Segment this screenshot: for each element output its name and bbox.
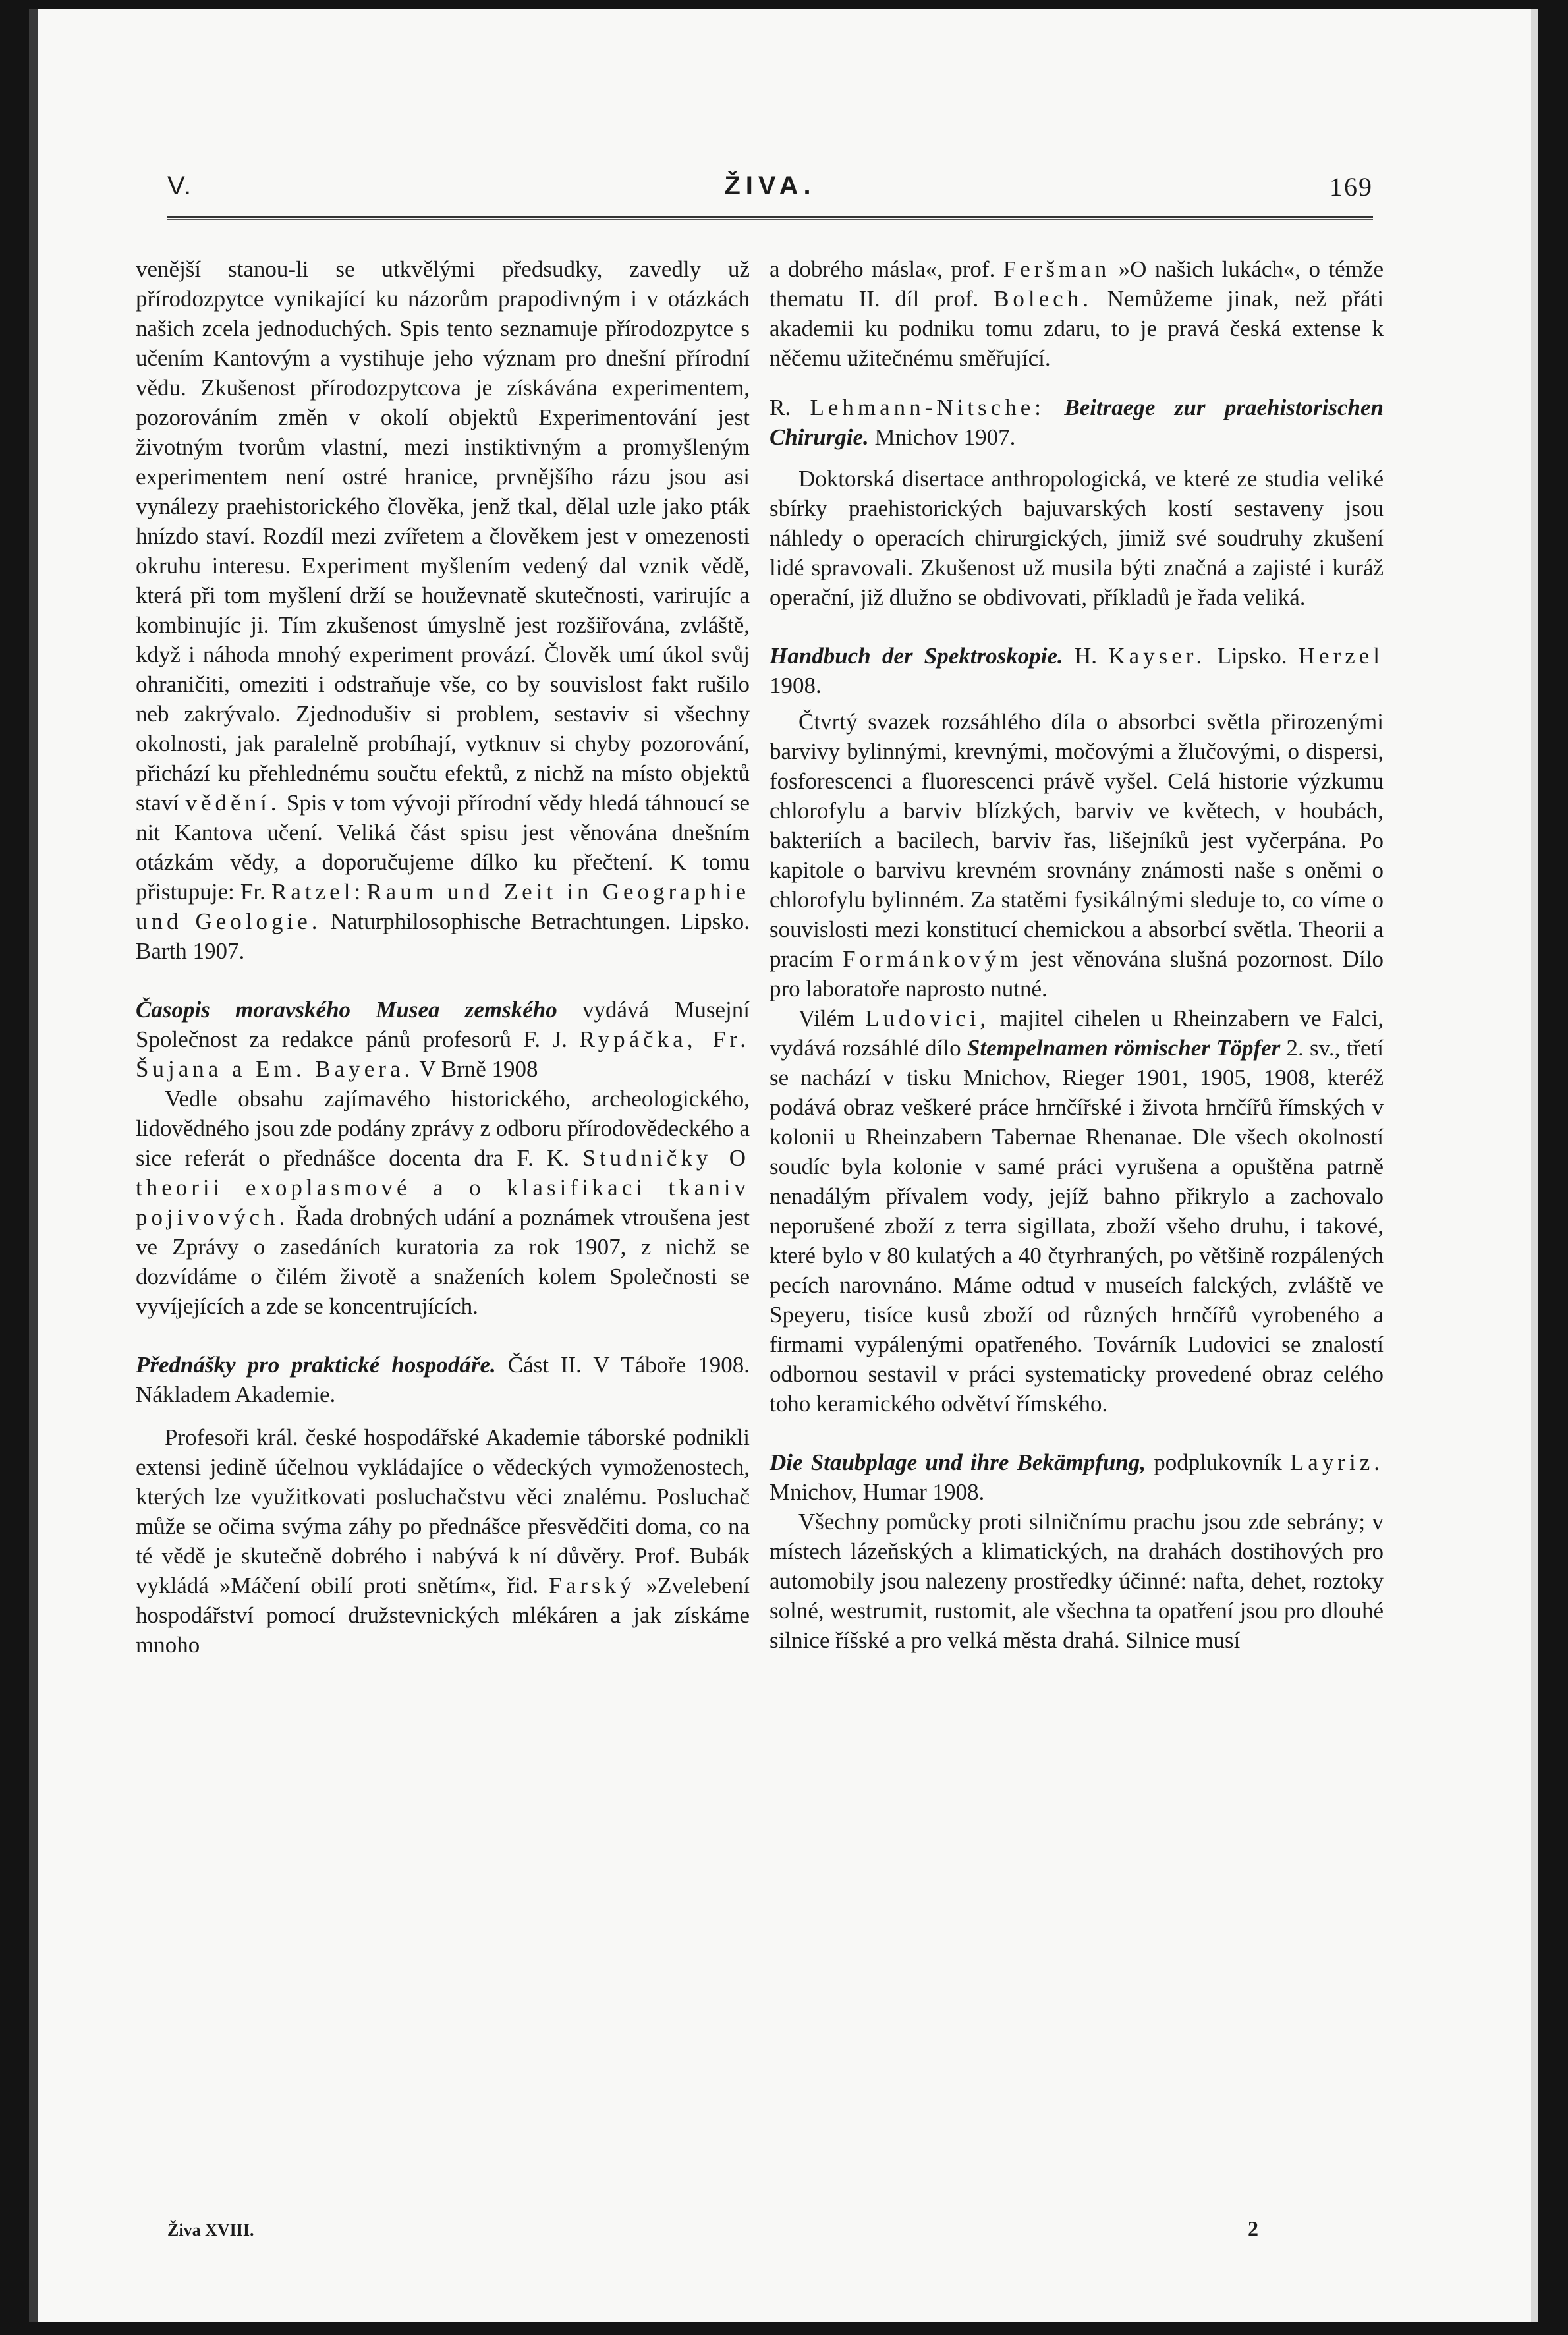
text-run: 1908. <box>770 673 822 698</box>
text-run: Mnichov 1907. <box>868 424 1016 450</box>
author-name: Farský <box>549 1573 636 1598</box>
signature-mark: Živa XVIII. <box>167 2220 254 2239</box>
journal-title: ŽIVA. <box>724 171 816 200</box>
text-run: jest věnována slušná pozornost. Dílo pro laboratoře naprosto nutné. <box>770 946 1384 1001</box>
text-run: Čtvrtý svazek rozsáhlého díla o absorbci světla přirozenými barvivy bylinnými, krevnými, močovými a žlučovými, o dispersi, fosforescenci a fluorescenci právě vyšel. Celá historie výzkumu chlorofylu a barviv blízkých, barviv ve květech, v houbách, bakteriích a bacilech, barviv řas, lišejníků jest vyčerpána. Po kapitole o barvivu krevném srovnány známosti naše s oněmi o chlorofylu bylinném. Za statěmi fysikálnými sleduje to, co víme o souvislosti mezi konstitucí chemickou a absorbcí světla. Theorii a pracím <box>770 709 1384 972</box>
text-run: 2. sv., třetí se nachází v tisku Mnichov, Rieger 1901, 1905, 1908, kteréž podává obraz veškeré práce hrnčířské i života hrnčířů římských v kolonii u Rheinzabern Tabernae Rhenanae. Dle všech okolností soudíc byla kolonie v samé práci vyrušena a opuštěna patrně nenadálým přívalem vody, jejíž bahno přikrylo a zachovalo neporušené zboží z terra sigillata, zboží všeho druhu, i takové, které bylo v 80 kulatých a 40 čtyrhraných, po většině rozpálených pecích narovnáno. Máme odtud v museích falckých, zvláště ve Speyeru, tisíce kusů zboží od různých hrnčířů vyrobeného a firmami vypálenými opatřeného. Továrník Ludovici se znalostí odbornou sestavil v práci systematicky provedené obraz celého toho keramického odvětví římského. <box>770 1035 1384 1417</box>
text-run: a dobrého másla«, prof. <box>770 256 995 282</box>
text-run: Profesoři král. české hospodářské Akademie táborské podnikli extensi jedině účelnou vykládajíce o vědeckých vymoženostech, kterých lze využitkovati posluchačstvu věci znalému. Posluchač může se očima svýma záhy po přednášce přesvědčiti doma, co na té vědě je skutečně dobrého i nabývá k ní důvěry. Prof. Bubák vykládá »Máčení obilí proti snětím«, řid. <box>136 1424 750 1598</box>
author-name: Kayser. <box>1108 643 1206 669</box>
right-paragraph-7 <box>770 1448 1384 1507</box>
text-run: Všechny pomůcky proti silničnímu prachu jsou zde sebrány; v místech lázeňských a klimatických, na drahách dostihových pro automobily jsou nalezeny prostředky účinné: nafta, dehet, roztoky solné, westrumit, rustomit, ale všechna ta opatření jsou pro dlouhé silnice říšské a pro velká města drahá. Silnice musí <box>770 1509 1384 1653</box>
left-paragraph-1 <box>136 254 750 966</box>
review-title: Die Staubplage und ihre Bekämpfung, <box>770 1449 1146 1475</box>
text-run: Vilém <box>798 1005 855 1031</box>
right-paragraph-2 <box>770 393 1384 452</box>
author-name: Layriz. <box>1289 1449 1384 1475</box>
author-name: Formánkovým <box>843 946 1022 972</box>
work-title: Stempelnamen römischer Töpfer <box>966 1035 1281 1061</box>
text-run: Nemůžeme jinak, než přáti akademii ku podniku tomu zdaru, to je pravá česká extense k něčemu užitečnému směřující. <box>770 286 1384 371</box>
right-paragraph-4 <box>770 641 1384 700</box>
left-paragraph-2 <box>136 995 750 1084</box>
author-name: Feršman <box>1003 256 1111 282</box>
text-run: : <box>354 879 367 905</box>
author-name: Bolech. <box>994 286 1092 312</box>
right-column <box>770 254 1384 1655</box>
left-paragraph-5 <box>136 1422 750 1660</box>
running-header <box>167 171 1373 211</box>
book-title: Raum und Zeit in Geographie und Geologie. <box>136 879 750 934</box>
header-rule <box>167 216 1373 220</box>
spaced-word: vědění. <box>185 790 281 816</box>
author-name: Studničky O theorii exoplasmové a o klasifikaci tkaniv pojivových. <box>136 1145 750 1230</box>
text-run: Doktorská disertace anthropologická, ve které ze studia veliké sbírky praehistorických bajuvarských kostí sestaveny jsou náhledy o operacích chirurgických, jimiž své soudruhy zkušení lidé spravovali. Zkušenost už musila býti značná a zajisté i kuráž operační, již dlužno se obdivovati, příkladů je řada veliká. <box>770 466 1384 610</box>
text-run: »Zvelebení hospodářství pomocí družstevnických mlékáren a jak získáme mnoho <box>136 1573 750 1658</box>
review-title: Beitraege zur praehistorischen Chirurgie. <box>770 395 1384 450</box>
text-run: Lipsko. <box>1206 643 1287 669</box>
text-run: H. <box>1063 643 1098 669</box>
author-name: Ludovici, <box>864 1005 990 1031</box>
page-number: 169 <box>1330 172 1373 202</box>
review-title: Handbuch der Spektroskopie. <box>770 643 1063 669</box>
left-paragraph-3 <box>136 1084 750 1321</box>
author-name: Rypáčka, Fr. Šujana a Em. Bayera. <box>136 1027 750 1082</box>
right-paragraph-8 <box>770 1507 1384 1655</box>
review-title: Časopis moravského Musea zemského <box>136 997 557 1023</box>
text-run: Mnichov, Humar 1908. <box>770 1479 985 1505</box>
left-column <box>136 254 750 1660</box>
volume-number: V. <box>167 171 193 200</box>
text-run: Část II. V Táboře 1908. Nákladem Akademie. <box>136 1352 750 1407</box>
scanned-page <box>29 9 1538 2322</box>
text-run: vydává Musejní Společnost za redakce pánů profesorů F. J. <box>136 997 750 1052</box>
author-name: Lehmann-Nitsche: <box>810 395 1045 420</box>
author-name: Herzel <box>1298 643 1384 669</box>
review-title: Přednášky pro praktické hospodáře. <box>136 1352 496 1378</box>
text-run: »O našich lukách«, o témže thematu II. díl prof. <box>770 256 1384 312</box>
text-run: podplukovník <box>1146 1449 1282 1475</box>
text-run: Spis v tom vývoji přírodní vědy hledá táhnoucí se nit Kantova učení. Veliká část spisu jest věnována dnešním otázkám vědy, a doporučujeme dílko ku přečtení. K tomu přistupuje: Fr. <box>136 790 750 905</box>
text-run: Vedle obsahu zajímavého historického, archeologického, lidovědného jsou zde podány zprávy z odboru přírodovědeckého a sice referát o přednášce docenta dra F. K. <box>136 1086 750 1171</box>
text-run: Naturphilosophische Betrachtungen. Lipsko. Barth 1907. <box>136 909 750 964</box>
author-name: Ratzel <box>271 879 354 905</box>
text-run: Řada drobných udání a poznámek vtroušena jest ve Zprávy o zasedáních kuratoria za rok 1907, z nichž se dozvídáme o čilém životě a snaženích kolem Společnosti se vyvíjejících a zde se koncentrujících. <box>136 1204 750 1319</box>
text-run: R. <box>770 395 791 420</box>
left-paragraph-4 <box>136 1350 750 1409</box>
right-paragraph-3 <box>770 464 1384 612</box>
text-run: venější stanou-li se utkvělými předsudky, zavedly už přírodozpytce vynikající ku názorům prapodivným i v otázkách našich zcela jednoduchých. Spis tento seznamuje přírodozpytce s učením Kantovým a vystihuje jeho význam pro dnešní přírodní vědu. Zkušenost přírodozpytcova je získávána experimentem, pozorováním změn v okolí objektů Experimentování jest životným tvorům vlastní, mezi instiktivným a promyšleným experimentem není ostré hranice, prvnějšího rázu jsou asi vynálezy praehistorického člověka, jenž tkal, dělal uzle jako pták hnízdo staví. Rozdíl mezi zvířetem a člověkem jest v omezenosti okruhu interesu. Experiment myšlením vedený dal vznik vědě, která při tom myšlení drží se houževnatě skutečnosti, varirujíc a kombinujíc ji. Tím zkušenost úmyslně jest rozšiřována, zvláště, když i náhoda mnohý experiment provází. Člověk umí úkol svůj ohraničiti, omeziti i odstraňuje vše, co by souvislost fakt rušilo neb zakrývalo. Zjednodušiv si problem, sestaviv si všechny okolnosti, jak paralelně probíhají, vytknuv si chyby pozorování, přichází ku přehlednému součtu efektů, z nichž na místo objektů staví <box>136 256 750 816</box>
text-run: majitel cihelen u Rheinzabern ve Falci, vydává rozsáhlé dílo <box>770 1005 1384 1061</box>
sheet-number: 2 <box>1248 2216 1258 2240</box>
right-paragraph-1 <box>770 254 1384 373</box>
right-paragraph-6 <box>770 1003 1384 1419</box>
right-paragraph-5 <box>770 707 1384 1003</box>
text-run: V Brně 1908 <box>414 1056 538 1082</box>
